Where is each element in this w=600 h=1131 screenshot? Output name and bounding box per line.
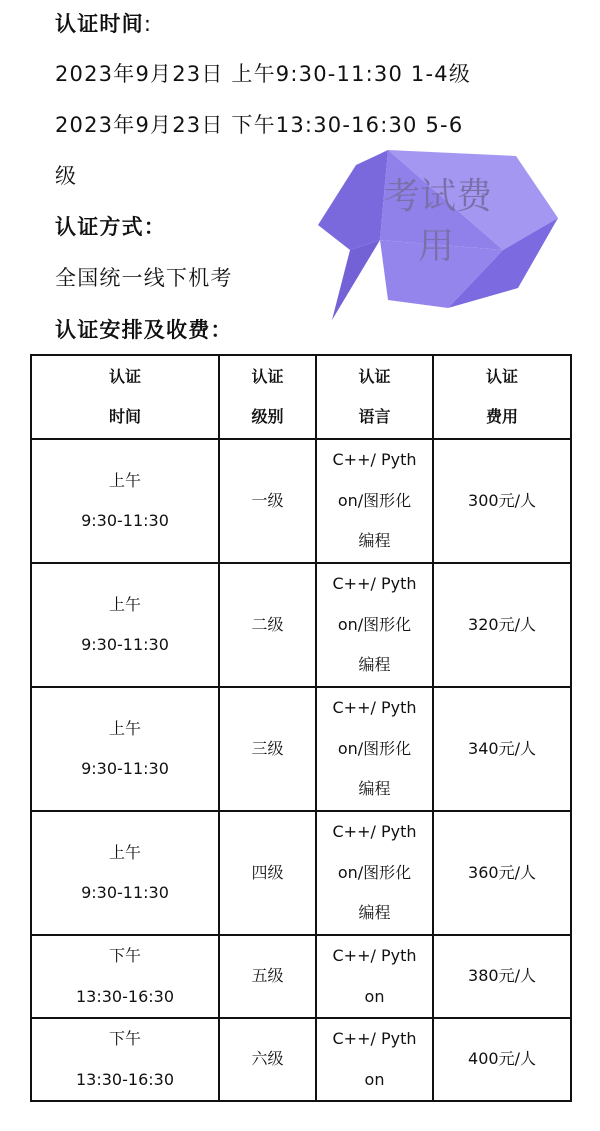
session-line-2: 2023年9月23日 下午13:30-16:30 5-6	[55, 113, 464, 137]
cert-time-heading	[55, 8, 152, 38]
row-time	[31, 935, 219, 1018]
row-language	[316, 687, 433, 811]
row-time-range: 9:30-11:30	[81, 759, 169, 778]
header-language-l2: 语言	[358, 407, 391, 426]
row-time	[31, 439, 219, 563]
row-time-range: 13:30-16:30	[76, 986, 174, 1006]
row-time	[31, 1018, 219, 1101]
row-time-period: 上午	[108, 718, 141, 738]
header-time-l2: 时间	[108, 407, 141, 426]
row-lang-l2: on/图形化	[337, 862, 412, 882]
row-time-period: 上午	[108, 594, 141, 614]
row-time-period: 上午	[108, 470, 141, 490]
cert-method-label: 认证方式：	[55, 215, 166, 239]
table-row	[31, 687, 571, 811]
header-time	[31, 355, 219, 439]
row-time	[31, 811, 219, 935]
header-fee	[433, 355, 571, 439]
row-language	[316, 811, 433, 935]
row-time	[31, 687, 219, 811]
badge-facet-left	[318, 150, 388, 250]
row-level: 四级	[219, 811, 316, 935]
row-lang-l3: 编程	[358, 903, 391, 923]
row-time-range: 9:30-11:30	[81, 883, 169, 902]
row-level: 六级	[219, 1018, 316, 1101]
header-time-l1: 认证	[108, 366, 141, 386]
row-fee: 380元/人	[433, 935, 571, 1018]
row-lang-l2: on	[364, 1069, 385, 1089]
header-level-l1: 认证	[251, 366, 284, 386]
row-lang-l3: 编程	[358, 531, 391, 551]
row-fee: 340元/人	[433, 687, 571, 811]
row-language	[316, 1018, 433, 1101]
table-row	[31, 1018, 571, 1101]
cert-method-value: 全国统一线下机考	[55, 266, 233, 290]
row-fee: 360元/人	[433, 811, 571, 935]
table-header-row	[31, 355, 571, 439]
table-row	[31, 439, 571, 563]
row-language	[316, 439, 433, 563]
row-level: 一级	[219, 439, 316, 563]
row-lang-l2: on/图形化	[337, 738, 412, 758]
row-lang-l2: on/图形化	[337, 614, 412, 634]
row-lang-l2: on	[364, 986, 385, 1006]
table-row	[31, 811, 571, 935]
row-lang-l1: C++/ Pyth	[332, 698, 417, 718]
row-time-period: 下午	[108, 946, 141, 965]
badge-text-line1: 考试费	[383, 176, 493, 217]
row-level: 二级	[219, 563, 316, 687]
row-lang-l1: C++/ Pyth	[332, 822, 417, 842]
row-time-period: 下午	[108, 1029, 141, 1048]
session-line-1: 2023年9月23日 上午9:30-11:30 1-4级	[55, 62, 472, 86]
header-language	[316, 355, 433, 439]
row-lang-l1: C++/ Pyth	[332, 450, 417, 470]
row-time-range: 9:30-11:30	[81, 635, 169, 654]
row-time-range: 13:30-16:30	[76, 1069, 174, 1089]
row-lang-l1: C++/ Pyth	[332, 946, 417, 965]
row-level: 五级	[219, 935, 316, 1018]
header-level	[219, 355, 316, 439]
table-row	[31, 563, 571, 687]
row-lang-l1: C++/ Pyth	[332, 574, 417, 594]
cert-schedule-table	[30, 354, 572, 1102]
header-language-l1: 认证	[358, 366, 391, 386]
row-lang-l3: 编程	[358, 779, 391, 799]
cert-time-colon: :	[143, 12, 153, 36]
row-fee: 300元/人	[433, 439, 571, 563]
row-language	[316, 935, 433, 1018]
row-lang-l3: 编程	[358, 655, 391, 675]
row-fee: 320元/人	[433, 563, 571, 687]
exam-fee-badge	[318, 140, 563, 325]
header-level-l2: 级别	[251, 407, 284, 426]
cert-time-label: 认证时间	[55, 12, 144, 36]
badge-text-line2: 用	[417, 226, 455, 267]
row-lang-l2: on/图形化	[337, 490, 412, 510]
session-line-2-cont: 级	[55, 164, 78, 188]
header-fee-l1: 认证	[485, 366, 518, 386]
badge-facet-tail	[332, 240, 380, 320]
row-level: 三级	[219, 687, 316, 811]
row-lang-l1: C++/ Pyth	[332, 1029, 417, 1048]
row-time-period: 上午	[108, 842, 141, 862]
table-row	[31, 935, 571, 1018]
row-fee: 400元/人	[433, 1018, 571, 1101]
arrangement-label: 认证安排及收费：	[55, 318, 233, 342]
row-language	[316, 563, 433, 687]
row-time-range: 9:30-11:30	[81, 511, 169, 530]
header-fee-l2: 费用	[485, 407, 518, 426]
row-time	[31, 563, 219, 687]
